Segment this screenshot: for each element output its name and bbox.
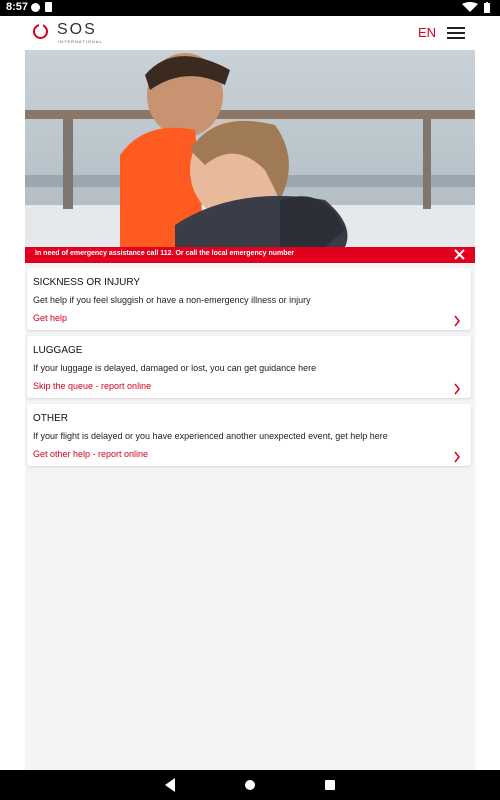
wifi-icon — [462, 2, 478, 12]
status-time: 8:57 — [6, 1, 29, 13]
alert-text: In need of emergency assistance call 112. Or call the local emergency number — [35, 250, 295, 257]
card-sickness-injury[interactable] — [27, 268, 471, 330]
card-title: LUGGAGE — [33, 345, 83, 356]
card-title: SICKNESS OR INJURY — [33, 277, 141, 288]
emergency-alert-banner — [25, 247, 475, 263]
wifi-battery-icons — [454, 2, 494, 14]
language-selector[interactable]: EN — [418, 25, 437, 40]
card-link[interactable]: Get other help - report online — [33, 449, 149, 459]
logo-brand: SOS — [57, 21, 97, 38]
card-other[interactable] — [27, 404, 471, 466]
notification-icon — [31, 3, 40, 12]
chevron-right-icon[interactable] — [453, 315, 461, 327]
battery-icon — [484, 3, 490, 13]
card-description: If your flight is delayed or you have experienced another unexpected event, get help here — [33, 431, 388, 441]
recents-icon[interactable] — [325, 780, 335, 790]
logo-subtitle: INTERNATIONAL — [58, 39, 103, 44]
card-luggage[interactable] — [27, 336, 471, 398]
main-content — [25, 50, 475, 770]
hero-image — [25, 50, 475, 247]
navigation-bar — [0, 770, 500, 800]
sd-card-icon — [45, 2, 52, 12]
chevron-right-icon[interactable] — [453, 383, 461, 395]
chevron-right-icon[interactable] — [453, 451, 461, 463]
status-bar — [0, 0, 500, 16]
app-header — [0, 16, 500, 50]
card-link[interactable]: Get help — [33, 313, 68, 323]
sos-logo[interactable] — [33, 22, 123, 46]
hamburger-menu-icon[interactable] — [447, 26, 465, 40]
home-icon[interactable] — [245, 780, 255, 790]
card-link[interactable]: Skip the queue - report online — [33, 381, 152, 391]
logo-ring-icon — [33, 24, 48, 39]
card-description: If your luggage is delayed, damaged or lost, you can get guidance here — [33, 363, 317, 373]
back-icon[interactable] — [164, 778, 176, 792]
card-title: OTHER — [33, 413, 68, 424]
card-description: Get help if you feel sluggish or have a non-emergency illness or injury — [33, 295, 311, 305]
close-icon[interactable] — [454, 249, 465, 260]
